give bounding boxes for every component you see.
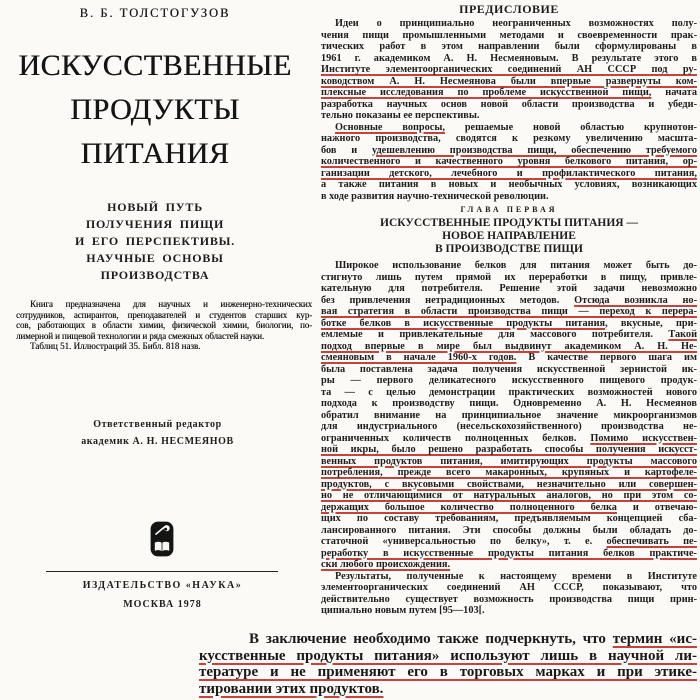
underlined-text: ботке белков в искусственные продукты питания xyxy=(321,317,606,329)
underlined-text: Помимо искусствен- xyxy=(590,432,697,444)
text-line xyxy=(321,30,697,42)
chapter-paragraph-1 xyxy=(321,260,697,571)
text-line xyxy=(321,168,697,180)
text-line xyxy=(321,548,697,560)
text-run: начата xyxy=(651,87,698,98)
text-run: сов, работающих в области химии, физической химии, биологии, по- xyxy=(16,320,312,331)
text-line xyxy=(321,41,697,53)
book-title-line: ПИТАНИЯ xyxy=(80,137,230,170)
underlined-text: Институте элементоорганических соединений АН СССР под ру- xyxy=(321,64,697,75)
underlined-text: подход впервые в мире был выдвинут академиком А. Н. Не- xyxy=(321,340,697,352)
book-subtitle-line: И ЕГО ПЕРСПЕКТИВЫ. xyxy=(74,234,236,248)
book-subtitle-line: НАУЧНЫЕ ОСНОВЫ xyxy=(86,251,224,265)
text-line xyxy=(321,594,697,606)
author-name: В. Б. ТОЛСТОГУЗОВ xyxy=(79,6,231,20)
chapter-title-line: В ПРОИЗВОДСТВЕ ПИЩИ xyxy=(434,243,584,255)
text-run: В качестве первого шага им xyxy=(516,352,697,363)
underlined-text: венных продуктов питания, имитирующих продукты массового xyxy=(321,455,697,467)
underlined-text: Основные вопросы, xyxy=(335,121,445,133)
text-run: нажного производства, сводятся к резкому увеличению масшта- xyxy=(321,133,697,144)
text-line xyxy=(199,681,697,698)
text-run: стигнуто лишь путем прямой их переработки в пищу, привле- xyxy=(321,271,697,283)
book-title xyxy=(0,44,310,176)
text-line xyxy=(16,310,312,321)
text-run: подхода к производству пищи. Одновременно А. Н. Несмеянов xyxy=(321,398,697,409)
text-run: 1961 г. академиком А. Н. Несмеяновым. В результате этого в xyxy=(321,52,697,64)
editor-role: Ответственный редактор xyxy=(93,419,222,430)
underlined-text: Отсюда возникла но- xyxy=(574,294,697,306)
chapter-label: ГЛАВА ПЕРВАЯ xyxy=(460,205,558,214)
underlined-text: продуктов, с вкусовыми свойствами, незначительно или совершен- xyxy=(321,478,697,490)
text-run: кательную для потребителя. Решение этой задачи невозможно xyxy=(321,283,697,294)
underlined-text: удешевлению производства пищи, обеспечению требуемого xyxy=(371,144,697,156)
underlined-text: количественного и качественного уровня белкового питания, ор- xyxy=(321,156,697,167)
underlined-text: кусственные продукты питания» используют лишь в научной ли- xyxy=(199,647,697,664)
text-run: щих по составу требованиям, предъявляемым концепцией сба- xyxy=(321,513,697,524)
text-line xyxy=(321,479,697,491)
text-line xyxy=(321,191,697,203)
text-line xyxy=(16,331,312,342)
text-run: бов и xyxy=(321,144,372,156)
text-line xyxy=(321,318,697,330)
text-run: сотрудников, аспирантов, преподавателей и студентов старших кур- xyxy=(16,309,312,320)
text-line xyxy=(321,364,697,376)
text-line xyxy=(321,513,697,525)
underlined-text: потребления, прежде всего макаронных, крупяных и картофеле- xyxy=(321,467,697,478)
text-line xyxy=(321,133,697,145)
text-run: действительно существует возможность производства пищи прин- xyxy=(321,593,697,605)
text-line xyxy=(321,387,697,399)
text-line xyxy=(321,272,697,284)
preface-paragraph-1 xyxy=(321,18,697,122)
text-line xyxy=(321,156,697,168)
publisher-name: ИЗДАТЕЛЬСТВО «НАУКА» xyxy=(82,580,243,591)
text-line xyxy=(321,375,697,387)
underlined-text: держащих большое количество полноценного белка xyxy=(321,501,617,513)
text-run: и отвечаю- xyxy=(616,501,697,513)
chapter-paragraph-2 xyxy=(321,571,697,617)
text-line xyxy=(199,664,697,681)
text-line xyxy=(321,87,697,99)
text-run: чения пищи промышленными методами и своевременности прак- xyxy=(321,29,697,41)
underlined-text: тературе и не применяют его в торговых марках и при этике- xyxy=(199,664,697,680)
text-run: была поставлена задача получения искусственной зернистой ик- xyxy=(321,363,697,375)
text-run: Результаты, полученные к настоящему времени в Институте xyxy=(335,570,697,582)
chapter-title xyxy=(321,217,697,256)
nauka-publisher-emblem-icon xyxy=(150,521,174,557)
text-run: Идеи о принципиально неограниченных возможностях полу- xyxy=(335,18,697,29)
text-line xyxy=(321,99,697,111)
text-run: ципиально новым путем [95—103[. xyxy=(321,605,485,616)
underlined-text: но не отличающимися от натуральных аналогов, но при этом со- xyxy=(321,490,697,501)
preface-paragraph-2 xyxy=(321,122,697,203)
underlined-text: ководством А. Н. Несмеянова были впервые развернуты ком- xyxy=(321,75,697,87)
underlined-text: ной икры, было решено разработать способы получения искусст- xyxy=(321,444,697,455)
editor-name: академик А. Н. НЕСМЕЯНОВ xyxy=(81,436,234,447)
underlined-text: тировании этих продуктов. xyxy=(199,680,384,697)
text-run: статочной «универсальностью по белку», т. е. xyxy=(321,536,607,547)
annotation-block xyxy=(16,299,312,352)
underlined-text: смеяновым в начале 1960-х годов. xyxy=(321,352,517,363)
text-line xyxy=(321,283,697,295)
enlarged-excerpt xyxy=(199,631,697,697)
text-line xyxy=(321,145,697,157)
book-title-line: ПРОДУКТЫ xyxy=(70,93,240,126)
text-run: в ходе развития научно-технической революции. xyxy=(321,190,549,202)
text-run: разработка научных основ новой области производства и убеди- xyxy=(321,98,697,110)
underlined-text: обеспечивать пе- xyxy=(606,536,697,547)
text-line xyxy=(321,18,697,30)
text-line xyxy=(321,64,697,76)
text-line xyxy=(321,76,697,88)
text-line xyxy=(321,398,697,410)
preface-page xyxy=(321,2,697,617)
text-line xyxy=(199,631,697,648)
text-run: для индустриального (несельскохозяйственного) производства не- xyxy=(321,421,697,432)
text-line xyxy=(321,352,697,364)
text-run: лимерной и пищевой технологии и ряда смежных областей науки. xyxy=(16,330,265,341)
text-run: , вкусные, при- xyxy=(605,317,697,329)
text-line xyxy=(321,421,697,433)
text-run: элементоорганических соединений АН СССР, показывают, что xyxy=(321,582,697,593)
text-run: емлемые и привлекательные для массового потребителя. xyxy=(321,329,669,340)
underlined-text: термин «ис- xyxy=(612,631,697,647)
underlined-text: ски любого происхождения. xyxy=(321,559,451,570)
book-subtitle-line: НОВЫЙ ПУТЬ xyxy=(107,200,203,214)
annotation-stats: Таблиц 51. Иллюстраций 35. Библ. 818 назв. xyxy=(30,341,201,352)
text-line xyxy=(16,320,312,331)
text-line xyxy=(321,502,697,514)
text-line xyxy=(321,53,697,65)
text-run: без привлечения нетрадиционных методов. xyxy=(321,294,575,306)
underlined-text: реработку в искусственные продукты питания белков практиче- xyxy=(321,547,697,559)
text-line xyxy=(321,329,697,341)
text-line xyxy=(321,582,697,594)
text-run: тельно показаны ее перспективы. xyxy=(321,110,480,121)
editor-block xyxy=(0,416,315,450)
text-line xyxy=(321,260,697,272)
text-run: а также питания в новых и необычных условиях, возникающих xyxy=(321,179,697,190)
underlined-text: ганизации детского, лечебного и профилактического питания, xyxy=(321,167,697,179)
text-line xyxy=(16,299,312,310)
text-line xyxy=(321,605,697,617)
text-line xyxy=(321,456,697,468)
text-run: ры — первого деликатесного искусственного пищевого продук- xyxy=(321,375,697,386)
text-run: обратил внимание на принципиальное значение микроорганизмов xyxy=(321,409,697,421)
text-run: та — с целью демонстрации практических возможностей нового xyxy=(321,386,697,398)
divider-rule xyxy=(46,571,278,572)
book-subtitle-line: ПРОИЗВОДСТВА xyxy=(100,268,210,282)
preface-heading: ПРЕДИСЛОВИЕ xyxy=(459,2,559,16)
text-line xyxy=(321,444,697,456)
text-run: ограниченных количеств полноценных белков. xyxy=(321,432,591,444)
text-line xyxy=(321,295,697,307)
text-line xyxy=(321,122,697,134)
text-run: Книга предназначена для научных и инженерно-технических xyxy=(30,299,312,309)
text-run: В заключение необходимо также подчеркнуть, что xyxy=(249,631,613,647)
underlined-text: вая стратегия в области производства пищи — переход к перера- xyxy=(321,306,697,317)
publisher-city-year: МОСКВА 1978 xyxy=(123,599,202,610)
text-run: решаемые новой областью крупнотон- xyxy=(444,121,697,133)
text-line xyxy=(321,306,697,318)
book-title-line: ИСКУССТВЕННЫЕ xyxy=(18,49,292,82)
chapter-title-line: ИСКУССТВЕННЫЕ ПРОДУКТЫ ПИТАНИЯ — xyxy=(380,217,638,229)
text-line xyxy=(321,467,697,479)
title-page xyxy=(0,0,320,700)
text-run: Широкое использование белков для питания может быть до- xyxy=(335,260,697,271)
book-subtitle xyxy=(0,199,310,284)
text-line xyxy=(321,110,697,122)
text-line xyxy=(321,341,697,353)
chapter-title-line: НОВОЕ НАПРАВЛЕНИЕ xyxy=(442,230,576,242)
underlined-text: Такой xyxy=(668,329,697,340)
text-line xyxy=(321,559,697,571)
text-line xyxy=(321,433,697,445)
text-line xyxy=(321,410,697,422)
text-line xyxy=(321,179,697,191)
text-line xyxy=(321,490,697,502)
text-run: лансированного питания. Эти способы должны были обладать до- xyxy=(321,524,697,536)
text-line xyxy=(321,525,697,537)
underlined-text: плексные исследования по проблеме искусственной пищи, xyxy=(321,87,652,98)
text-run: тических работ в этом направлении были сформулированы в xyxy=(321,41,697,52)
text-line xyxy=(321,536,697,548)
text-line xyxy=(199,648,697,665)
annotation-text xyxy=(16,299,312,341)
book-subtitle-line: ПОЛУЧЕНИЯ ПИЩИ xyxy=(85,217,225,231)
text-line xyxy=(321,571,697,583)
